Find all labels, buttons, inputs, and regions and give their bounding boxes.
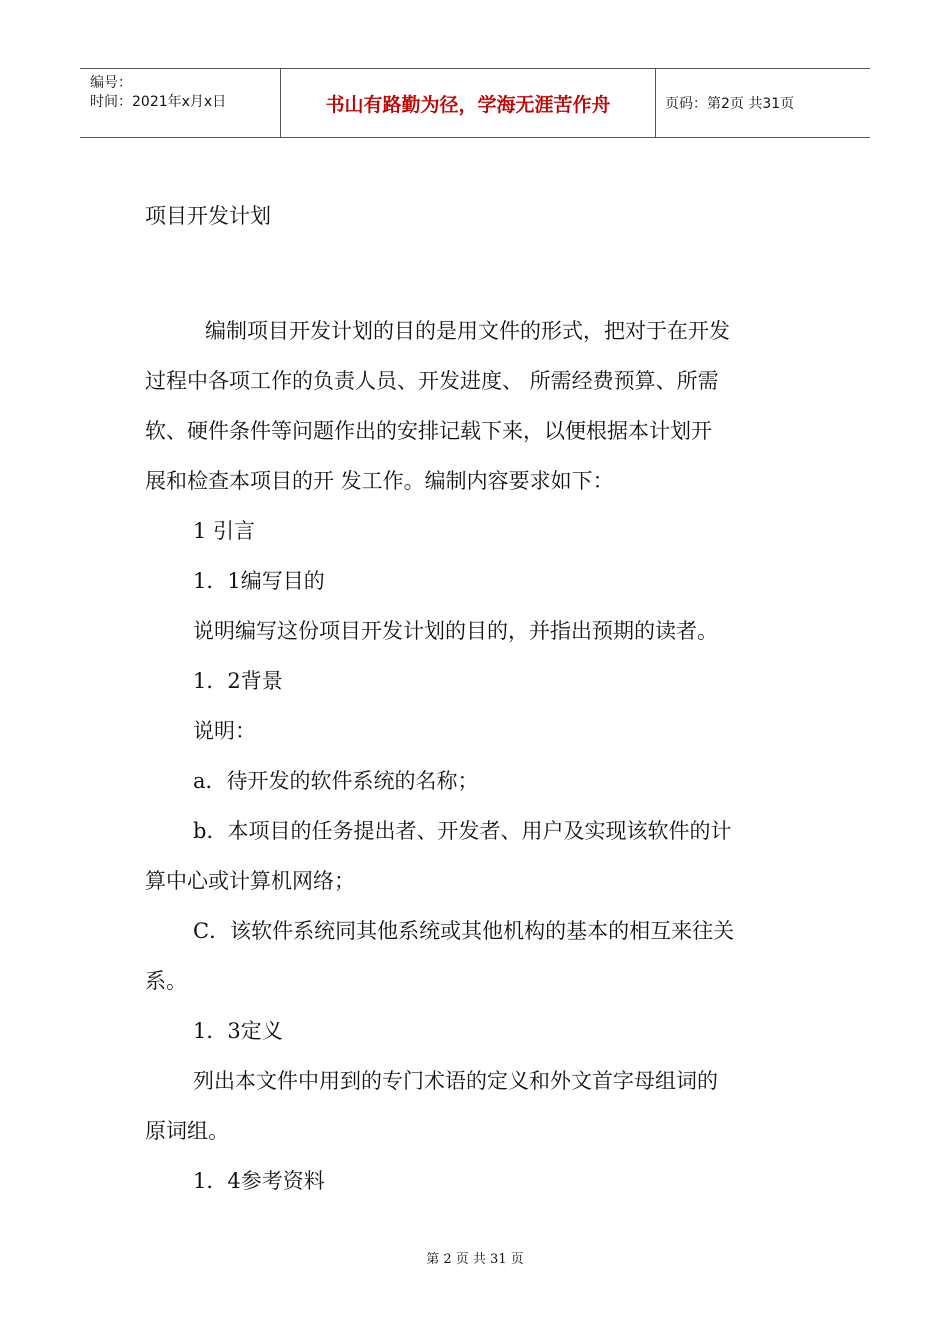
subsection-heading: 1．1编写目的 (193, 569, 325, 593)
paragraph: 说明编写这份项目开发计划的目的，并指出预期的读者。 (193, 619, 718, 643)
page-footer: 第 2 页 共 31 页 (426, 1252, 524, 1267)
subsection-heading: 1．3定义 (193, 1019, 283, 1043)
intro-line-4: 展和检查本项目的开 发工作。编制内容要求如下： (145, 469, 614, 493)
document-title: 项目开发计划 (145, 204, 271, 228)
intro-line-2: 过程中各项工作的负责人员、开发进度、 所需经费预算、所需 (145, 369, 719, 393)
section-heading: 1 引言 (193, 519, 256, 543)
header-meta-cell (80, 69, 280, 137)
paragraph-continuation: 原词组。 (145, 1119, 229, 1143)
motto-text: 书山有路勤为径，学海无涯苦作舟 (325, 93, 611, 116)
intro-line-3: 软、硬件条件等问题作出的安排记载下来，以便根据本计划开 (145, 419, 712, 443)
list-item-continuation: 系。 (145, 969, 187, 993)
header-motto-cell (280, 69, 656, 137)
intro-line-1: 编制项目开发计划的目的是用文件的形式，把对于在开发 (205, 319, 730, 343)
paragraph: 说明： (193, 719, 256, 743)
header-page-info: 页码：第2页 共31页 (665, 96, 795, 112)
list-item-continuation: 算中心或计算机网络； (145, 869, 355, 893)
header-page-cell (655, 69, 870, 137)
time-label: 时间：2021年x月x日 (90, 94, 227, 110)
number-label: 编号： (90, 75, 132, 91)
subsection-heading: 1．4参考资料 (193, 1169, 325, 1193)
list-item: a．待开发的软件系统的名称； (193, 769, 479, 793)
document-header (80, 68, 870, 138)
subsection-heading: 1．2背景 (193, 669, 283, 693)
list-item: b．本项目的任务提出者、开发者、用户及实现该软件的计 (193, 819, 732, 843)
paragraph: 列出本文件中用到的专门术语的定义和外文首字母组词的 (193, 1069, 718, 1093)
list-item: C．该软件系统同其他系统或其他机构的基本的相互来往关 (193, 919, 735, 943)
